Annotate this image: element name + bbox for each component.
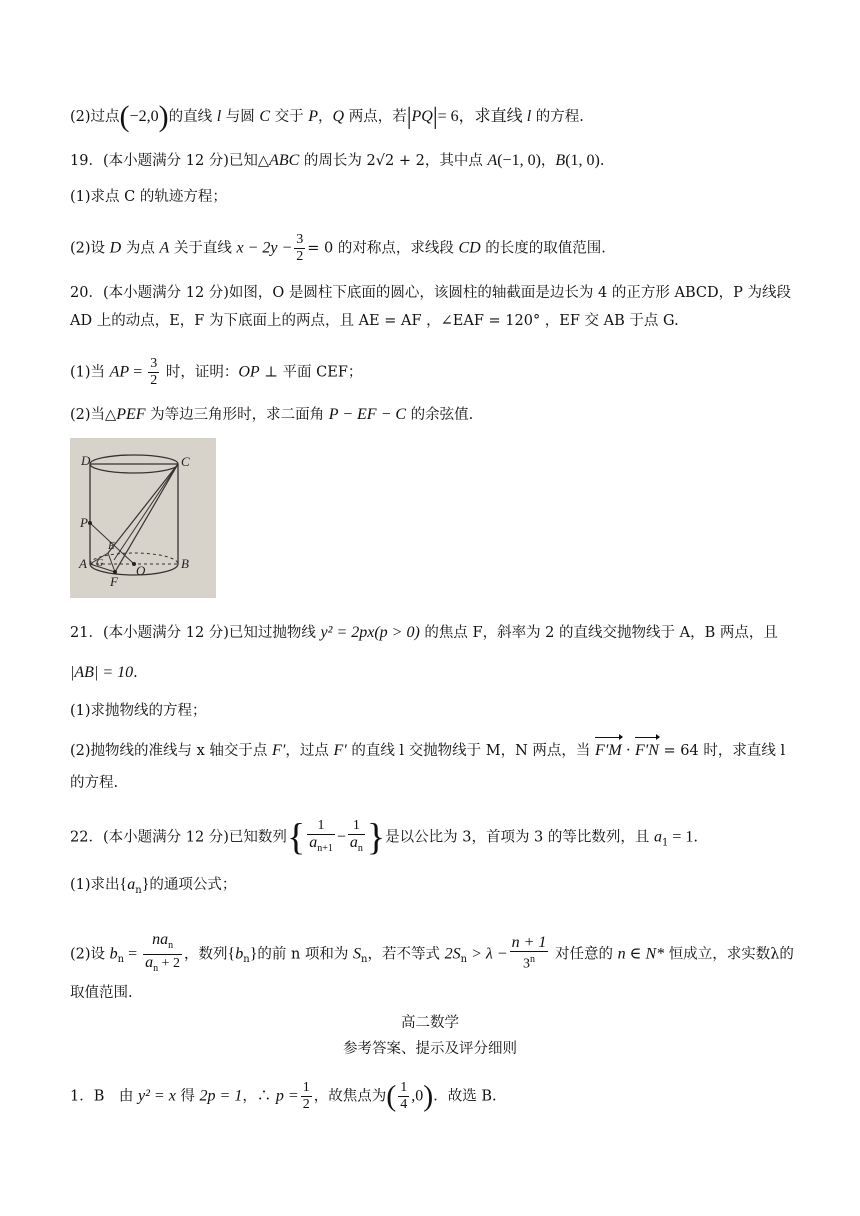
label-P: P (80, 515, 88, 530)
cylinder-diagram (70, 438, 216, 598)
q21-stem-2: |AB| = 10. (70, 664, 138, 681)
label-O: O (136, 563, 146, 578)
q21-part2-1: (2)抛物线的准线与 x 轴交于点 F′，过点 F′ 的直线 l 交抛物线于 M，N 两点，当 F′M · F′N = 64 时，求直线 l (70, 740, 792, 762)
q19-part1: (1)求点 C 的轨迹方程； (70, 189, 227, 205)
fraction: $\frac{3}{2}$ (296, 232, 304, 264)
fraction: $\frac{n + 1}{3^n}$ (511, 934, 547, 973)
q22-part1: (1)求出$\{a_n\}$的通项公式； (70, 876, 237, 896)
fraction: $\frac{na_n}{a_n + 2}$ (145, 931, 181, 974)
label-B: B (181, 556, 189, 571)
q18-part2: (2)过点(−2,0)的直线 l 与圆 C 交于 P，Q 两点，若|PQ|= 6，求直线 l 的方程. (70, 100, 584, 133)
fraction: $\frac{1}{a_n}$ (349, 818, 363, 854)
q19-part2: (2)设 D 为点 A 关于直线 x − 2y − $\frac{3}{2}$ = 0 的对称点，求线段 CD 的长度的取值范围. (70, 232, 606, 264)
fraction: $\frac{1}{2}$ (302, 1080, 310, 1112)
fraction: $\frac{1}{4}$ (400, 1080, 408, 1112)
cylinder-figure (70, 438, 216, 598)
q21-part1: (1)求抛物线的方程； (70, 703, 207, 719)
answer-subtitle: 参考答案、提示及评分细则 (343, 1041, 517, 1057)
fraction: $\frac{1}{a_{n+1}}$ (309, 818, 333, 854)
q21-part2-2: 的方程. (70, 775, 119, 791)
answer-title: 高二数学 (401, 1015, 459, 1031)
vector-FN: F′N (635, 740, 659, 762)
label-G: G (96, 558, 104, 569)
label-D: D (81, 453, 91, 468)
q20-stem-1: 20．(本小题满分 12 分)如图，O 是圆柱下底面的圆心，该圆柱的轴截面是边长为 4 的正方形 ABCD，P 为线段 (70, 285, 791, 301)
q20-stem-2: AD 上的动点，E，F 为下底面上的两点，且 AE = AF ，∠EAF = 120° ，EF 交 AB 于点 G. (70, 313, 679, 329)
q22-part2-1: (2)设 $b_n$ = $\frac{na_n}{a_n + 2}$ ，数列$\{b_n\}$的前 n 项和为 $S_n$，若不等式 $2S_n > \lambda$ − $\frac{n + 1}{3^n}$ 对任意的 n ∈ N* 恒成立，求实数λ的 (70, 932, 792, 977)
q22-part2-2: 取值范围. (70, 985, 133, 1001)
label-F: F (110, 574, 118, 589)
answer-1: 1．B 由 y² = x 得 2p = 1，∴ p = $\frac{1}{2}$ ，故焦点为( $\frac{1}{4}$ ,0)．故选 B. (70, 1079, 497, 1113)
q22-stem: 22．(本小题满分 12 分)已知数列{ $\frac{1}{a_{n+1}}$ − $\frac{1}{a_n}$ }是以公比为 3，首项为 3 的等比数列，且 $a_1 = 1$. (70, 816, 699, 859)
q20-part2: (2)当△PEF 为等边三角形时，求二面角 P − EF − C 的余弦值. (70, 406, 474, 423)
label-A: A (79, 556, 87, 571)
label-E: E (108, 540, 115, 552)
vector-FM: F′M (595, 740, 622, 762)
fraction: $\frac{3}{2}$ (150, 356, 158, 388)
q20-part1: (1)当 AP = $\frac{3}{2}$ 时，证明：OP ⊥ 平面 CEF； (70, 356, 363, 388)
q21-stem-1: 21．(本小题满分 12 分)已知过抛物线 y² = 2px(p > 0) 的焦点 F，斜率为 2 的直线交抛物线于 A，B 两点，且 (70, 624, 778, 641)
label-C: C (181, 454, 190, 469)
q19-stem: 19．(本小题满分 12 分)已知△ABC 的周长为 2√2 + 2，其中点 A(−1, 0)，B(1, 0). (70, 152, 605, 169)
